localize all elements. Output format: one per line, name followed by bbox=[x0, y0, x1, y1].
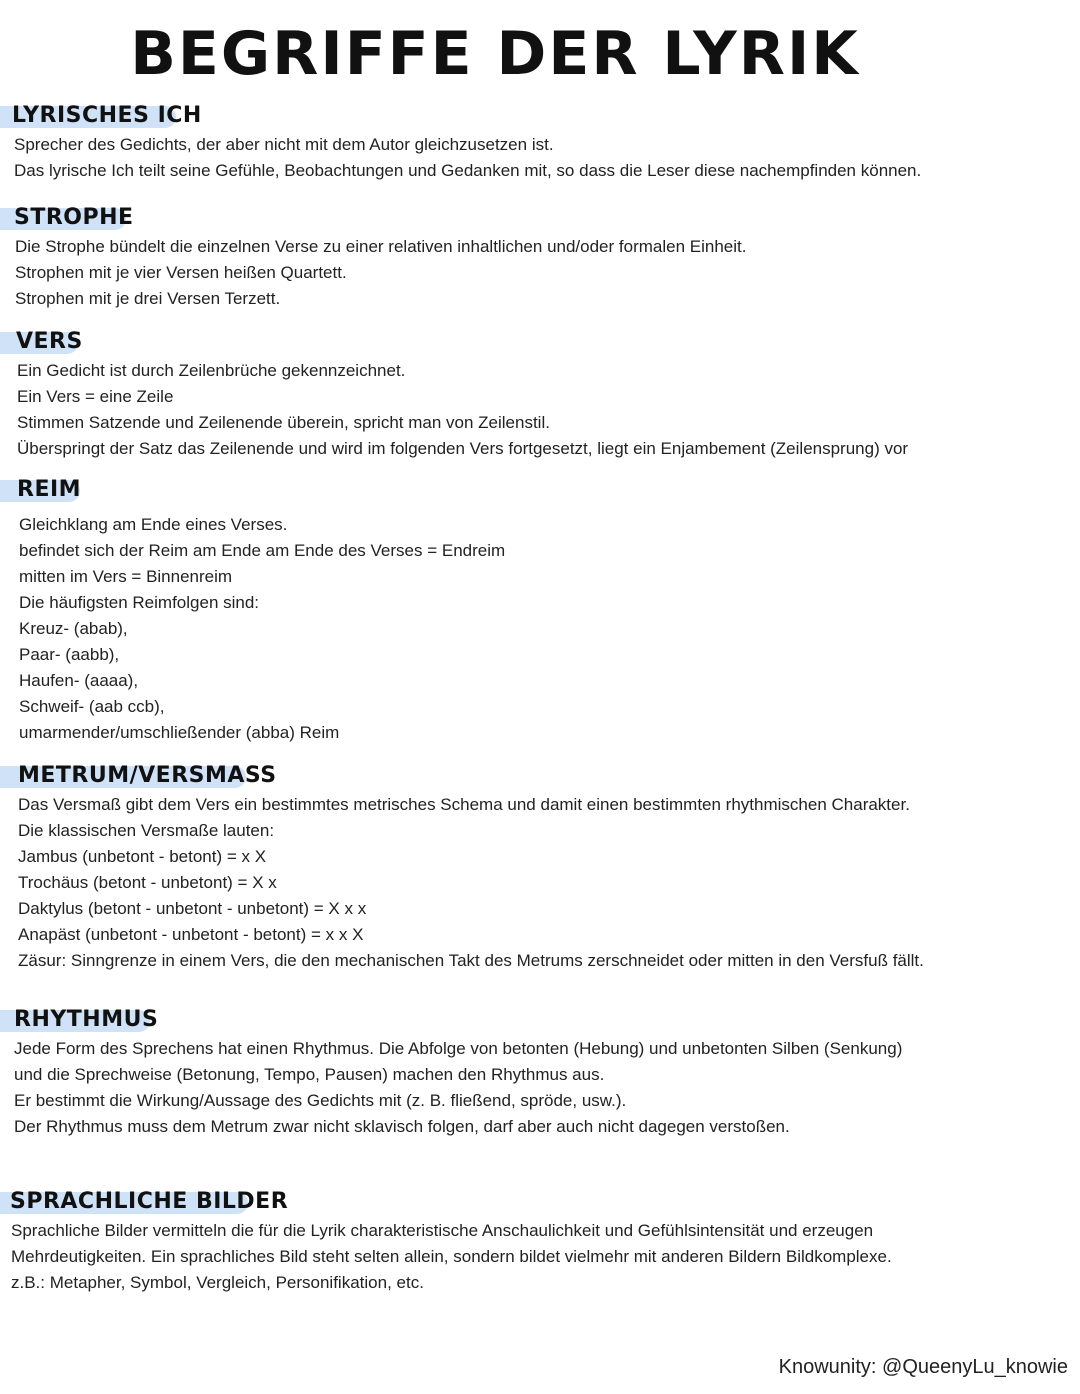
section-heading: REIM bbox=[17, 477, 82, 502]
text-line: Die klassischen Versmaße lauten: bbox=[18, 821, 275, 840]
section-sprachliche-bilder bbox=[0, 1188, 892, 1296]
text-line: Ein Gedicht ist durch Zeilenbrüche gekennzeichnet. bbox=[17, 361, 406, 380]
text-line: Jede Form des Sprechens hat einen Rhythmus. Die Abfolge von betonten (Hebung) und unbetonten Silben (Senkung) bbox=[14, 1039, 903, 1058]
text-line: Er bestimmt die Wirkung/Aussage des Gedichts mit (z. B. fließend, spröde, usw.). bbox=[14, 1091, 627, 1110]
text-line: Das Versmaß gibt dem Vers ein bestimmtes metrisches Schema und damit einen bestimmten rhythmischen Charakter. bbox=[18, 795, 910, 814]
text-line: Anapäst (unbetont - unbetont - betont) = x x X bbox=[18, 925, 364, 944]
text-line: Stimmen Satzende und Zeilenende überein, spricht man von Zeilenstil. bbox=[17, 413, 550, 432]
text-line: Trochäus (betont - unbetont) = X x bbox=[18, 873, 277, 892]
text-line: Sprecher des Gedichts, der aber nicht mit dem Autor gleichzusetzen ist. bbox=[14, 135, 554, 154]
text-line: Zäsur: Sinngrenze in einem Vers, die den mechanischen Takt des Metrums zerschneidet oder mitten in den Versfuß fällt. bbox=[18, 951, 924, 970]
text-line: und die Sprechweise (Betonung, Tempo, Pausen) machen den Rhythmus aus. bbox=[14, 1065, 605, 1084]
text-line: Daktylus (betont - unbetont - unbetont) = X x x bbox=[18, 899, 367, 918]
text-line: z.B.: Metapher, Symbol, Vergleich, Personifikation, etc. bbox=[11, 1273, 424, 1292]
section-heading: RHYTHMUS bbox=[14, 1007, 159, 1032]
section-heading: LYRISCHES ICH bbox=[12, 103, 202, 128]
text-line: umarmender/umschließender (abba) Reim bbox=[19, 723, 340, 742]
text-line: Die Strophe bündelt die einzelnen Verse zu einer relativen inhaltlichen und/oder formalen Einheit. bbox=[15, 237, 747, 256]
text-line: Überspringt der Satz das Zeilenende und wird im folgenden Vers fortgesetzt, liegt ein Enjambement (Zeilensprung) vor bbox=[17, 439, 909, 458]
text-line: Schweif- (aab ccb), bbox=[19, 697, 165, 716]
text-line: mitten im Vers = Binnenreim bbox=[19, 567, 233, 586]
text-line: Haufen- (aaaa), bbox=[19, 671, 139, 690]
section-heading: VERS bbox=[16, 329, 83, 354]
text-line: Mehrdeutigkeiten. Ein sprachliches Bild steht selten allein, sondern bildet vielmehr mit anderen Bildern Bildkomplexe. bbox=[11, 1247, 892, 1266]
text-line: Strophen mit je vier Versen heißen Quartett. bbox=[15, 263, 347, 282]
page-title: BEGRIFFE DER LYRIK bbox=[130, 19, 860, 89]
text-line: befindet sich der Reim am Ende am Ende des Verses = Endreim bbox=[19, 541, 506, 560]
text-line: Der Rhythmus muss dem Metrum zwar nicht sklavisch folgen, darf aber auch nicht dagegen verstoßen. bbox=[14, 1117, 790, 1136]
text-line: Gleichklang am Ende eines Verses. bbox=[19, 515, 288, 534]
text-line: Jambus (unbetont - betont) = x X bbox=[18, 847, 267, 866]
text-line: Sprachliche Bilder vermitteln die für die Lyrik charakteristische Anschaulichkeit und Gefühlsintensität und erzeugen bbox=[11, 1221, 874, 1240]
text-line: Die häufigsten Reimfolgen sind: bbox=[19, 593, 260, 612]
text-line: Paar- (aabb), bbox=[19, 645, 120, 664]
section-heading: METRUM/VERSMASS bbox=[18, 763, 277, 788]
text-line: Ein Vers = eine Zeile bbox=[17, 387, 174, 406]
section-heading: SPRACHLICHE BILDER bbox=[10, 1189, 289, 1214]
section-lyrisches-ich bbox=[0, 102, 921, 184]
section-vers bbox=[0, 328, 908, 462]
section-rhythmus bbox=[0, 1006, 902, 1140]
text-line: Das lyrische Ich teilt seine Gefühle, Beobachtungen und Gedanken mit, so dass die Leser diese nachempfinden können. bbox=[14, 161, 922, 180]
section-strophe bbox=[0, 204, 746, 312]
footer-credit: Knowunity: @QueenyLu_knowie bbox=[778, 1356, 1068, 1378]
section-reim bbox=[0, 476, 505, 746]
section-heading: STROPHE bbox=[14, 205, 134, 230]
text-line: Strophen mit je drei Versen Terzett. bbox=[15, 289, 281, 308]
section-metrum bbox=[0, 762, 924, 974]
text-line: Kreuz- (abab), bbox=[19, 619, 128, 638]
